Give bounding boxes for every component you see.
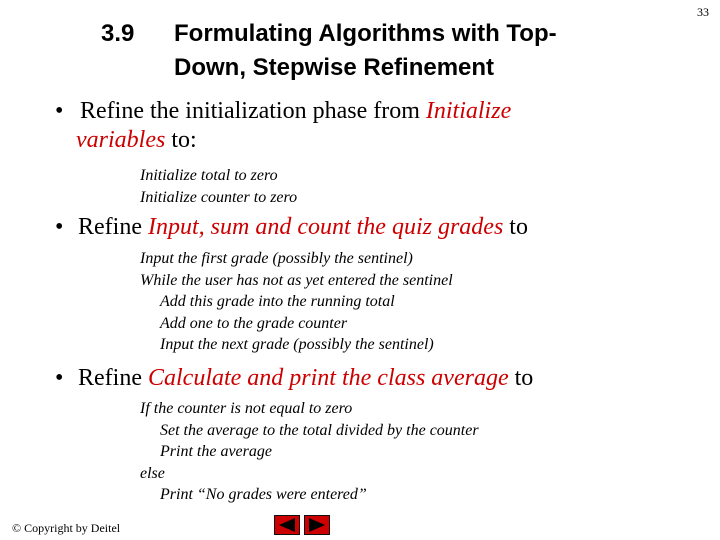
- pseudocode-block-1: [140, 165, 297, 208]
- title-line-1: Formulating Algorithms with Top-: [174, 20, 557, 47]
- title-line-2: Down, Stepwise Refinement: [174, 54, 495, 81]
- bullet-2-tail: to: [509, 214, 528, 240]
- bullet-dot: •: [55, 214, 64, 240]
- bullet-1-tail: to:: [171, 127, 197, 153]
- pseudocode-line: Add one to the grade counter: [160, 314, 348, 332]
- pseudocode-line: While the user has not as yet entered the sentinel: [140, 271, 453, 289]
- bullet-2-highlight: Input, sum and count the quiz grades: [147, 214, 504, 240]
- pseudocode-line: Set the average to the total divided by the counter: [160, 421, 479, 439]
- next-slide-button[interactable]: [304, 515, 330, 535]
- copyright-text: © Copyright by Deitel: [12, 521, 121, 535]
- bullet-1-highlight-a: Initialize: [425, 98, 512, 124]
- pseudocode-line: If the counter is not equal to zero: [140, 400, 353, 417]
- triangle-right-icon: [305, 516, 329, 534]
- pseudocode-line: else: [140, 464, 165, 482]
- pseudocode-line: Initialize total to zero: [140, 167, 278, 184]
- pseudocode-line: Print “No grades were entered”: [160, 486, 367, 503]
- pseudocode-block-2: [140, 248, 453, 356]
- section-number: 3.9: [101, 20, 135, 47]
- bullet-3-highlight: Calculate and print the class average: [147, 365, 509, 391]
- bullet-dot: •: [55, 98, 64, 124]
- pseudocode-line: Print the average: [160, 443, 272, 460]
- pseudocode-line: Input the first grade (possibly the sentinel): [140, 250, 413, 267]
- triangle-left-icon: [275, 516, 299, 534]
- pseudocode-line: Add this grade into the running total: [160, 293, 395, 310]
- bullet-2-lead: Refine: [78, 214, 142, 240]
- bullet-dot: •: [55, 365, 64, 391]
- bullet-1-lead: Refine the initialization phase from: [80, 98, 420, 124]
- pseudocode-line: Initialize counter to zero: [140, 188, 298, 206]
- page-number: 33: [697, 5, 709, 19]
- pseudocode-block-3: [140, 398, 479, 506]
- bullet-3-lead: Refine: [78, 365, 142, 391]
- previous-slide-button[interactable]: [274, 515, 300, 535]
- pseudocode-line: Input the next grade (possibly the sentinel): [160, 336, 434, 353]
- bullet-3-tail: to: [514, 365, 534, 391]
- bullet-1-highlight-b: variables: [76, 127, 166, 153]
